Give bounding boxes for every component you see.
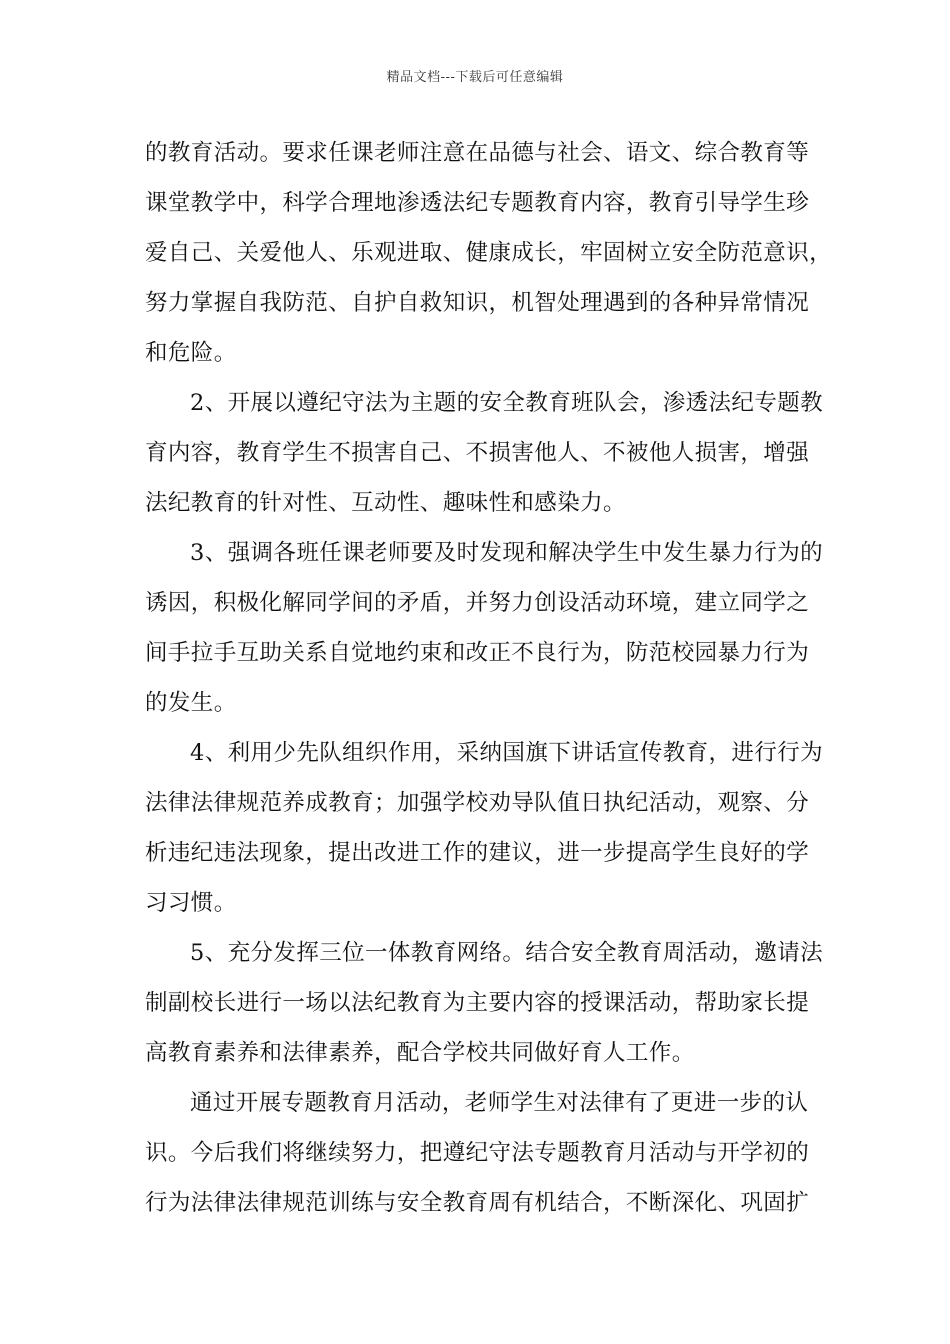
document-body xyxy=(145,128,833,1228)
text-line: 努力掌握自我防范、自护自救知识，机智处理遇到的各种异常情况 xyxy=(145,290,810,316)
paragraph-start-line: 2、开展以遵纪守法为主题的安全教育班队会，渗透法纪专题教 xyxy=(190,390,824,416)
text-line: 爱自己、关爱他人、乐观进取、健康成长，牢固树立安全防范意识， xyxy=(145,240,833,266)
paragraph-start-line: 4、利用少先队组织作用，采纳国旗下讲话宣传教育，进行行为 xyxy=(190,740,824,766)
text-line: 高教育素养和法律素养，配合学校共同做好育人工作。 xyxy=(145,1040,695,1066)
text-line: 识。今后我们将继续努力，把遵纪守法专题教育月活动与开学初的 xyxy=(145,1140,810,1166)
text-line: 行为法律法律规范训练与安全教育周有机结合，不断深化、巩固扩 xyxy=(145,1190,810,1216)
text-line: 间手拉手互助关系自觉地约束和改正不良行为，防范校园暴力行为 xyxy=(145,640,810,666)
text-line: 育内容，教育学生不损害自己、不损害他人、不被他人损害，增强 xyxy=(145,440,810,466)
paragraph-start-line: 通过开展专题教育月活动，老师学生对法律有了更进一步的认 xyxy=(190,1090,809,1116)
text-line: 法纪教育的针对性、互动性、趣味性和感染力。 xyxy=(145,490,626,516)
text-line: 的教育活动。要求任课老师注意在品德与社会、语文、综合教育等 xyxy=(145,140,810,166)
text-line: 的发生。 xyxy=(145,690,237,716)
text-line: 析违纪违法现象，提出改进工作的建议，进一步提高学生良好的学 xyxy=(145,840,810,866)
text-line: 法律法律规范养成教育；加强学校劝导队值日执纪活动，观察、分 xyxy=(145,790,810,816)
paragraph-start-line: 5、充分发挥三位一体教育网络。结合安全教育周活动，邀请法 xyxy=(190,940,824,966)
text-line: 课堂教学中，科学合理地渗透法纪专题教育内容，教育引导学生珍 xyxy=(145,190,810,216)
paragraph-start-line: 3、强调各班任课老师要及时发现和解决学生中发生暴力行为的 xyxy=(190,540,824,566)
text-line: 习习惯。 xyxy=(145,890,237,916)
text-line: 和危险。 xyxy=(145,340,237,366)
text-line: 制副校长进行一场以法纪教育为主要内容的授课活动，帮助家长提 xyxy=(145,990,810,1016)
text-line: 诱因，积极化解同学间的矛盾，并努力创设活动环境，建立同学之 xyxy=(145,590,810,616)
page-header: 精品文档---下载后可任意编辑 xyxy=(386,70,564,85)
